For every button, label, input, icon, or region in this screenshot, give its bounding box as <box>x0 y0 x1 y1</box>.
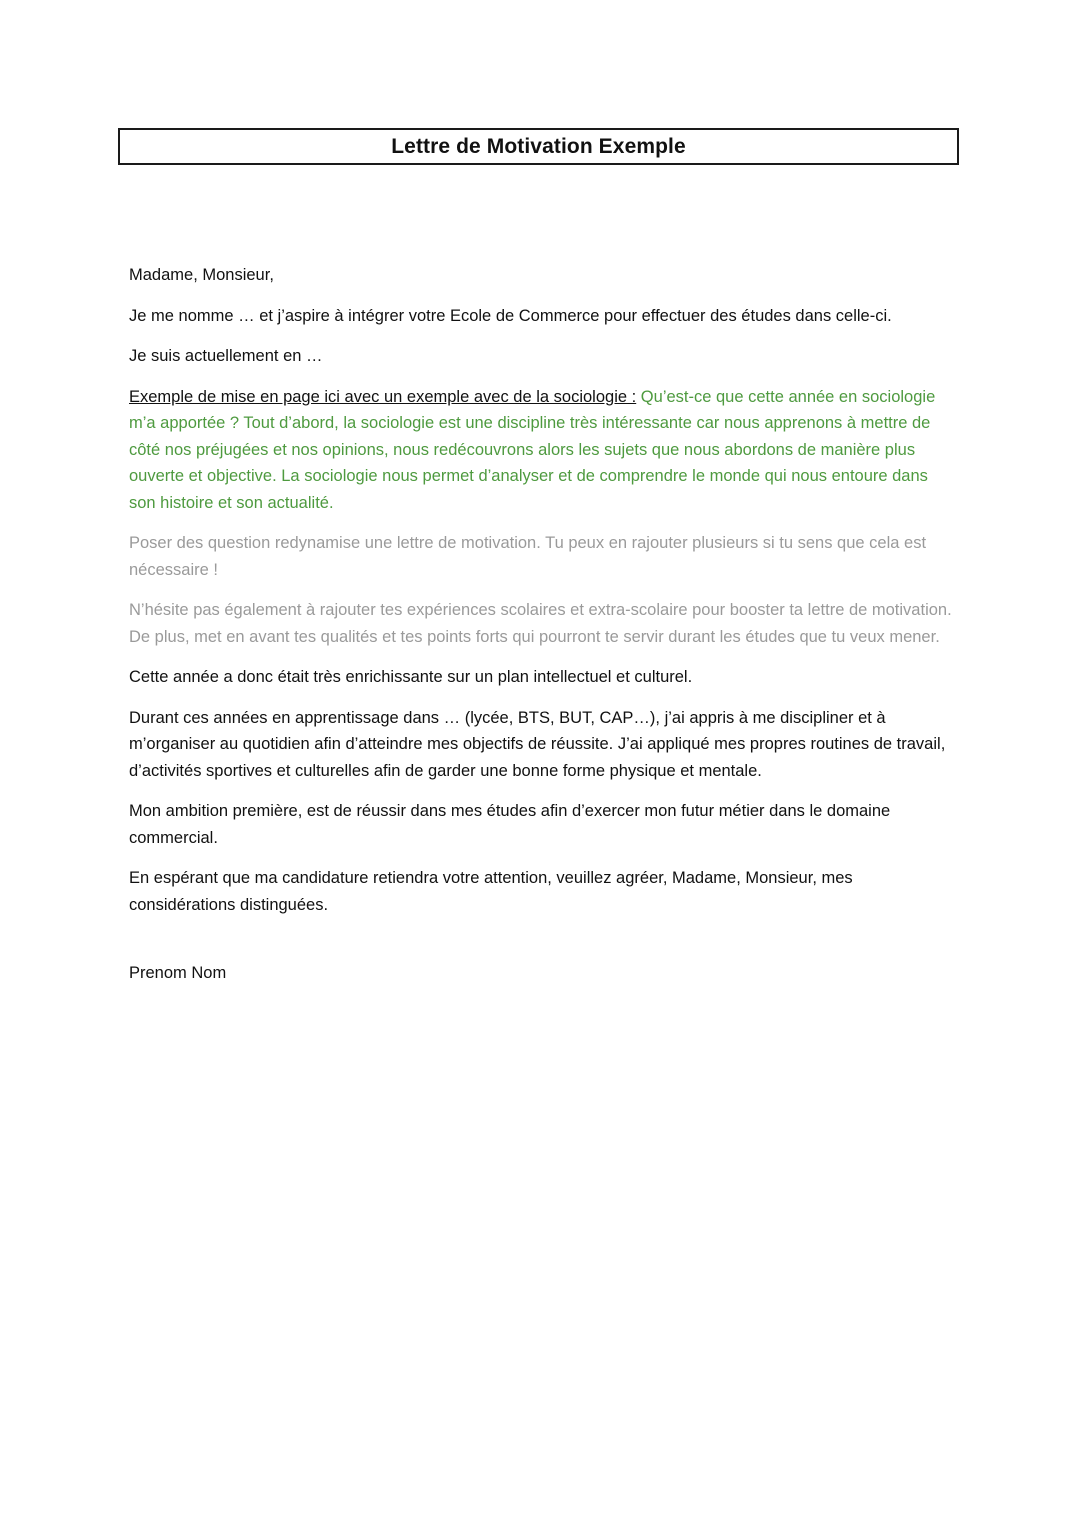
tip-questions-paragraph: Poser des question redynamise une lettre de motivation. Tu peux en rajouter plusieurs si tu sens que cela est nécessaire ! <box>129 534 927 579</box>
page-title: Lettre de Motivation Exemple <box>391 134 686 158</box>
tip-experiences-paragraph: N’hésite pas également à rajouter tes expériences scolaires et extra-scolaire pour booster ta lettre de motivation. De plus, met en avant tes qualités et tes points forts qui pourront te servir durant les études que tu veux mener. <box>129 601 952 646</box>
learning-paragraph: Durant ces années en apprentissage dans … (lycée, BTS, BUT, CAP…), j’ai appris à me discipliner et à m’organiser au quotidien afin d’atteindre mes objectifs de réussite. J’ai appliqué mes propres routines de travail, d’activités sportives et culturelles afin de garder une bonne forme physique et mentale. <box>129 708 946 780</box>
current-status-paragraph: Je suis actuellement en … <box>129 347 323 365</box>
title-box <box>118 128 959 165</box>
intro-paragraph: Je me nomme … et j’aspire à intégrer votre Ecole de Commerce pour effectuer des études dans celle-ci. <box>129 306 892 325</box>
salutation: Madame, Monsieur, <box>129 266 274 284</box>
letter-body <box>129 262 959 1001</box>
ambition-paragraph: Mon ambition première, est de réussir dans mes études afin d’exercer mon futur métier dans le domaine commercial. <box>129 802 891 847</box>
example-paragraph <box>129 384 959 517</box>
closing-paragraph: En espérant que ma candidature retiendra votre attention, veuillez agréer, Madame, Monsieur, mes considérations distinguées. <box>129 869 853 914</box>
example-text: Qu’est-ce que cette année en sociologie m’a apportée ? Tout d’abord, la sociologie est une discipline très intéressante car nous apprenons à mettre de côté nos préjugées et nos opinions, nous redécouvrons alors les sujets que nous abordons de manière plus ouverte et objective. La sociologie nous permet d’analyser et de comprendre le monde qui nous entoure dans son histoire et son actualité. <box>129 387 936 512</box>
enriching-paragraph: Cette année a donc était très enrichissante sur un plan intellectuel et culturel. <box>129 668 693 686</box>
signature: Prenom Nom <box>129 964 227 982</box>
example-label: Exemple de mise en page ici avec un exemple avec de la sociologie : <box>129 387 637 406</box>
